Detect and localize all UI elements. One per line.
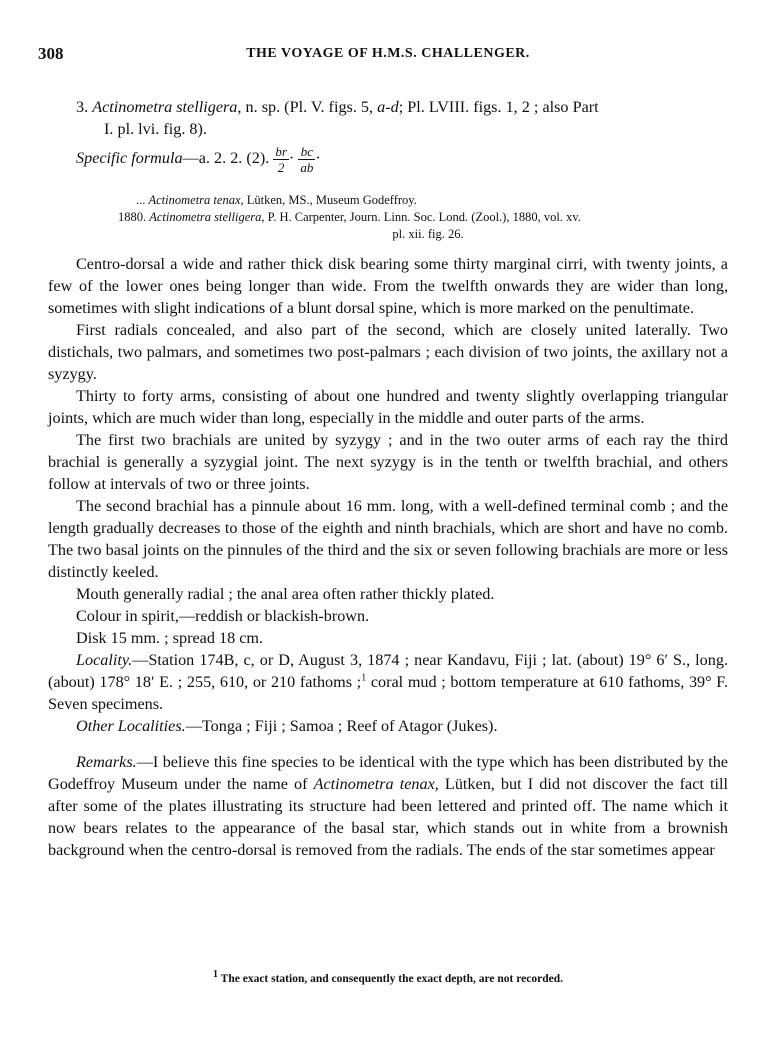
species-name: Actinometra stelligera: [92, 98, 238, 116]
footnote-ref: 1: [361, 672, 367, 684]
synonym-1: ... Actinometra tenax, Lütken, MS., Museum Godeffroy.: [136, 193, 417, 207]
paragraph-centro-dorsal: Centro-dorsal a wide and rather thick disk bearing some thirty marginal cirri, with twenty joints, a few of the lower ones being longer than wide. From the twelfth onwards they are wider than long, sometimes with slight indications of a blunt dorsal spine, which is more marked on the penultimate.: [48, 255, 728, 317]
footnote-mark: 1: [213, 969, 218, 981]
species-figs: a-d: [377, 98, 399, 116]
formula-fraction-1: $\frac{br}{2}$: [275, 144, 287, 175]
paragraph-locality: Locality.—Station 174B, c, or D, August 3, 1874 ; near Kandavu, Fiji ; lat. (about) 19° 6′ S., long. (about) 178° 18′ E. ; 255, 610, or 210 fathoms ;$^1$ coral mud ; bottom temperature at 610 fathoms, 39° F. Seven specimens.: [48, 651, 728, 713]
paragraph-radials: First radials concealed, and also part of the second, which are closely united laterally. Two distichals, two palmars, and sometimes two post-palmars ; each division of two joints, the axillary not a syzygy.: [48, 321, 728, 383]
paragraph-colour: Colour in spirit,—reddish or blackish-brown.: [76, 607, 370, 625]
species-plates-cont: ; Pl. LVIII. figs. 1, 2 ; also Part: [398, 98, 599, 116]
page-number: 308: [38, 44, 64, 63]
paragraph-mouth: Mouth generally radial ; the anal area often rather thickly plated.: [76, 585, 495, 603]
species-heading-line2: I. pl. lvi. fig. 8).: [104, 120, 207, 138]
main-text: [48, 96, 728, 861]
specific-formula: [48, 144, 728, 188]
paragraph-other-localities: Other Localities.—Tonga ; Fiji ; Samoa ; Reef of Atagor (Jukes).: [76, 717, 498, 735]
paragraph-brachials: The first two brachials are united by syzygy ; and in the two outer arms of each ray the third brachial is generally a syzygial joint. The next syzygy is in the tenth or twelfth brachial, and others follow at intervals of two or three joints.: [48, 431, 728, 493]
species-heading: [48, 96, 728, 118]
paragraph-disk: Disk 15 mm. ; spread 18 cm.: [76, 629, 264, 647]
footnote: [0, 969, 776, 985]
other-localities-label: Other Localities.: [76, 717, 186, 735]
remarks-label: Remarks.: [76, 753, 137, 771]
paragraph-arms: Thirty to forty arms, consisting of about one hundred and twenty slightly overlapping triangular joints, which are much wider than long, especially in the middle and outer parts of the arms.: [48, 387, 728, 427]
formula-end: ·: [315, 149, 321, 168]
species-plates: , n. sp. (Pl. V. figs. 5,: [237, 98, 378, 116]
paragraph-remarks: Remarks.—I believe this fine species to be identical with the type which has been distributed by the Godeffroy Museum under the name of Actinometra tenax, Lütken, but I did not discover the fact till after some of the plates illustrating its structure had been lettered and printed off. The name which it now bears relates to the appearance of the basal star, which stands out in white from a brownish background when the centro-dorsal is removed from the radials. The ends of the star sometimes appear: [48, 753, 728, 859]
species-number: 3.: [76, 98, 89, 116]
synonym-2: 1880. Actinometra stelligera, P. H. Carpenter, Journ. Linn. Soc. Lond. (Zool.), 1880, vol. xv.: [118, 210, 581, 224]
formula-fraction-2: $\frac{bc}{ab}$: [300, 144, 314, 175]
synonymy-list: [48, 192, 728, 243]
footnote-text: The exact station, and consequently the exact depth, are not recorded.: [218, 973, 563, 985]
locality-label: Locality.: [76, 651, 133, 669]
formula-label: Specific formula: [76, 149, 183, 168]
remarks-species-name: Actinometra tenax: [313, 775, 435, 793]
formula-text: —a. 2. 2. (2).: [182, 149, 270, 168]
synonym-2-cont: pl. xii. fig. 26.: [392, 227, 464, 241]
running-title: THE VOYAGE OF H.M.S. CHALLENGER.: [246, 46, 530, 61]
paragraph-pinnules: The second brachial has a pinnule about 16 mm. long, with a well-defined terminal comb ; and the length gradually decreases to those of the eighth and ninth brachials, which are short and have no comb. The two basal joints on the pinnules of the third and the six or seven following brachials are more or less distinctly keeled.: [48, 497, 728, 581]
formula-separator: ·: [288, 149, 295, 168]
page-header: [38, 44, 738, 68]
